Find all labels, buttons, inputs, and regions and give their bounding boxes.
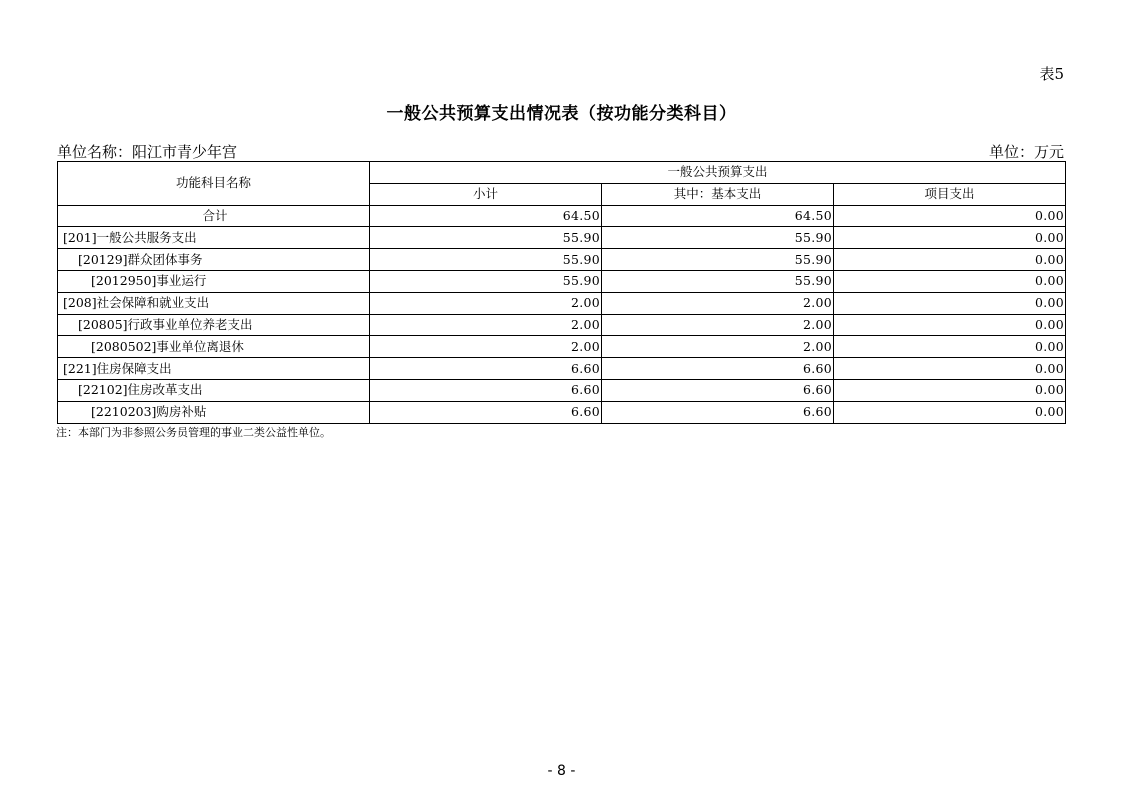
- row-project: 0.00: [834, 314, 1066, 336]
- row-name: [2012950]事业运行: [58, 270, 370, 292]
- row-basic: 55.90: [602, 227, 834, 249]
- row-name: [20129]群众团体事务: [58, 249, 370, 271]
- row-project: 0.00: [834, 249, 1066, 271]
- row-subtotal: 2.00: [370, 336, 602, 358]
- table-row: [58, 292, 1066, 314]
- row-project: 0.00: [834, 379, 1066, 401]
- row-project: 0.00: [834, 401, 1066, 423]
- row-name: 合计: [58, 205, 370, 227]
- row-name: [2080502]事业单位离退休: [58, 336, 370, 358]
- row-basic: 2.00: [602, 336, 834, 358]
- table-body: [58, 205, 1066, 423]
- row-subtotal: 6.60: [370, 358, 602, 380]
- row-project: 0.00: [834, 205, 1066, 227]
- table-row: [58, 379, 1066, 401]
- budget-table: [57, 161, 1066, 424]
- row-name: [221]住房保障支出: [58, 358, 370, 380]
- row-basic: 55.90: [602, 270, 834, 292]
- row-subtotal: 55.90: [370, 249, 602, 271]
- page-number: - 8 -: [547, 763, 576, 779]
- row-basic: 64.50: [602, 205, 834, 227]
- row-name: [201]一般公共服务支出: [58, 227, 370, 249]
- header-general-budget: 一般公共预算支出: [370, 162, 1066, 184]
- row-basic: 6.60: [602, 401, 834, 423]
- table-row: [58, 270, 1066, 292]
- row-subtotal: 2.00: [370, 314, 602, 336]
- row-subtotal: 6.60: [370, 401, 602, 423]
- header-subtotal: 小计: [370, 183, 602, 205]
- row-basic: 2.00: [602, 314, 834, 336]
- row-name: [20805]行政事业单位养老支出: [58, 314, 370, 336]
- unit-line: [57, 141, 1064, 162]
- table-row: [58, 336, 1066, 358]
- row-project: 0.00: [834, 270, 1066, 292]
- row-project: 0.00: [834, 358, 1066, 380]
- table-row: [58, 314, 1066, 336]
- row-project: 0.00: [834, 227, 1066, 249]
- table-row: [58, 358, 1066, 380]
- row-subtotal: 55.90: [370, 270, 602, 292]
- row-project: 0.00: [834, 336, 1066, 358]
- row-basic: 6.60: [602, 379, 834, 401]
- unit-label: 单位：万元: [988, 143, 1064, 161]
- row-name: [22102]住房改革支出: [58, 379, 370, 401]
- row-basic: 55.90: [602, 249, 834, 271]
- header-function-name: 功能科目名称: [58, 162, 370, 206]
- row-basic: 6.60: [602, 358, 834, 380]
- header-project: 项目支出: [834, 183, 1066, 205]
- page-title: 一般公共预算支出情况表（按功能分类科目）: [386, 104, 737, 124]
- row-basic: 2.00: [602, 292, 834, 314]
- row-name: [2210203]购房补贴: [58, 401, 370, 423]
- table-row: [58, 249, 1066, 271]
- table-row: [58, 205, 1066, 227]
- header-basic: 其中：基本支出: [602, 183, 834, 205]
- unit-name: 单位名称：阳江市青少年宫: [57, 143, 238, 161]
- footnote: 注：本部门为非参照公务员管理的事业二类公益性单位。: [56, 426, 331, 439]
- row-subtotal: 64.50: [370, 205, 602, 227]
- row-subtotal: 2.00: [370, 292, 602, 314]
- table-number: 表5: [1039, 65, 1064, 83]
- table-row: [58, 227, 1066, 249]
- table-row: [58, 401, 1066, 423]
- row-project: 0.00: [834, 292, 1066, 314]
- row-subtotal: 55.90: [370, 227, 602, 249]
- row-name: [208]社会保障和就业支出: [58, 292, 370, 314]
- row-subtotal: 6.60: [370, 379, 602, 401]
